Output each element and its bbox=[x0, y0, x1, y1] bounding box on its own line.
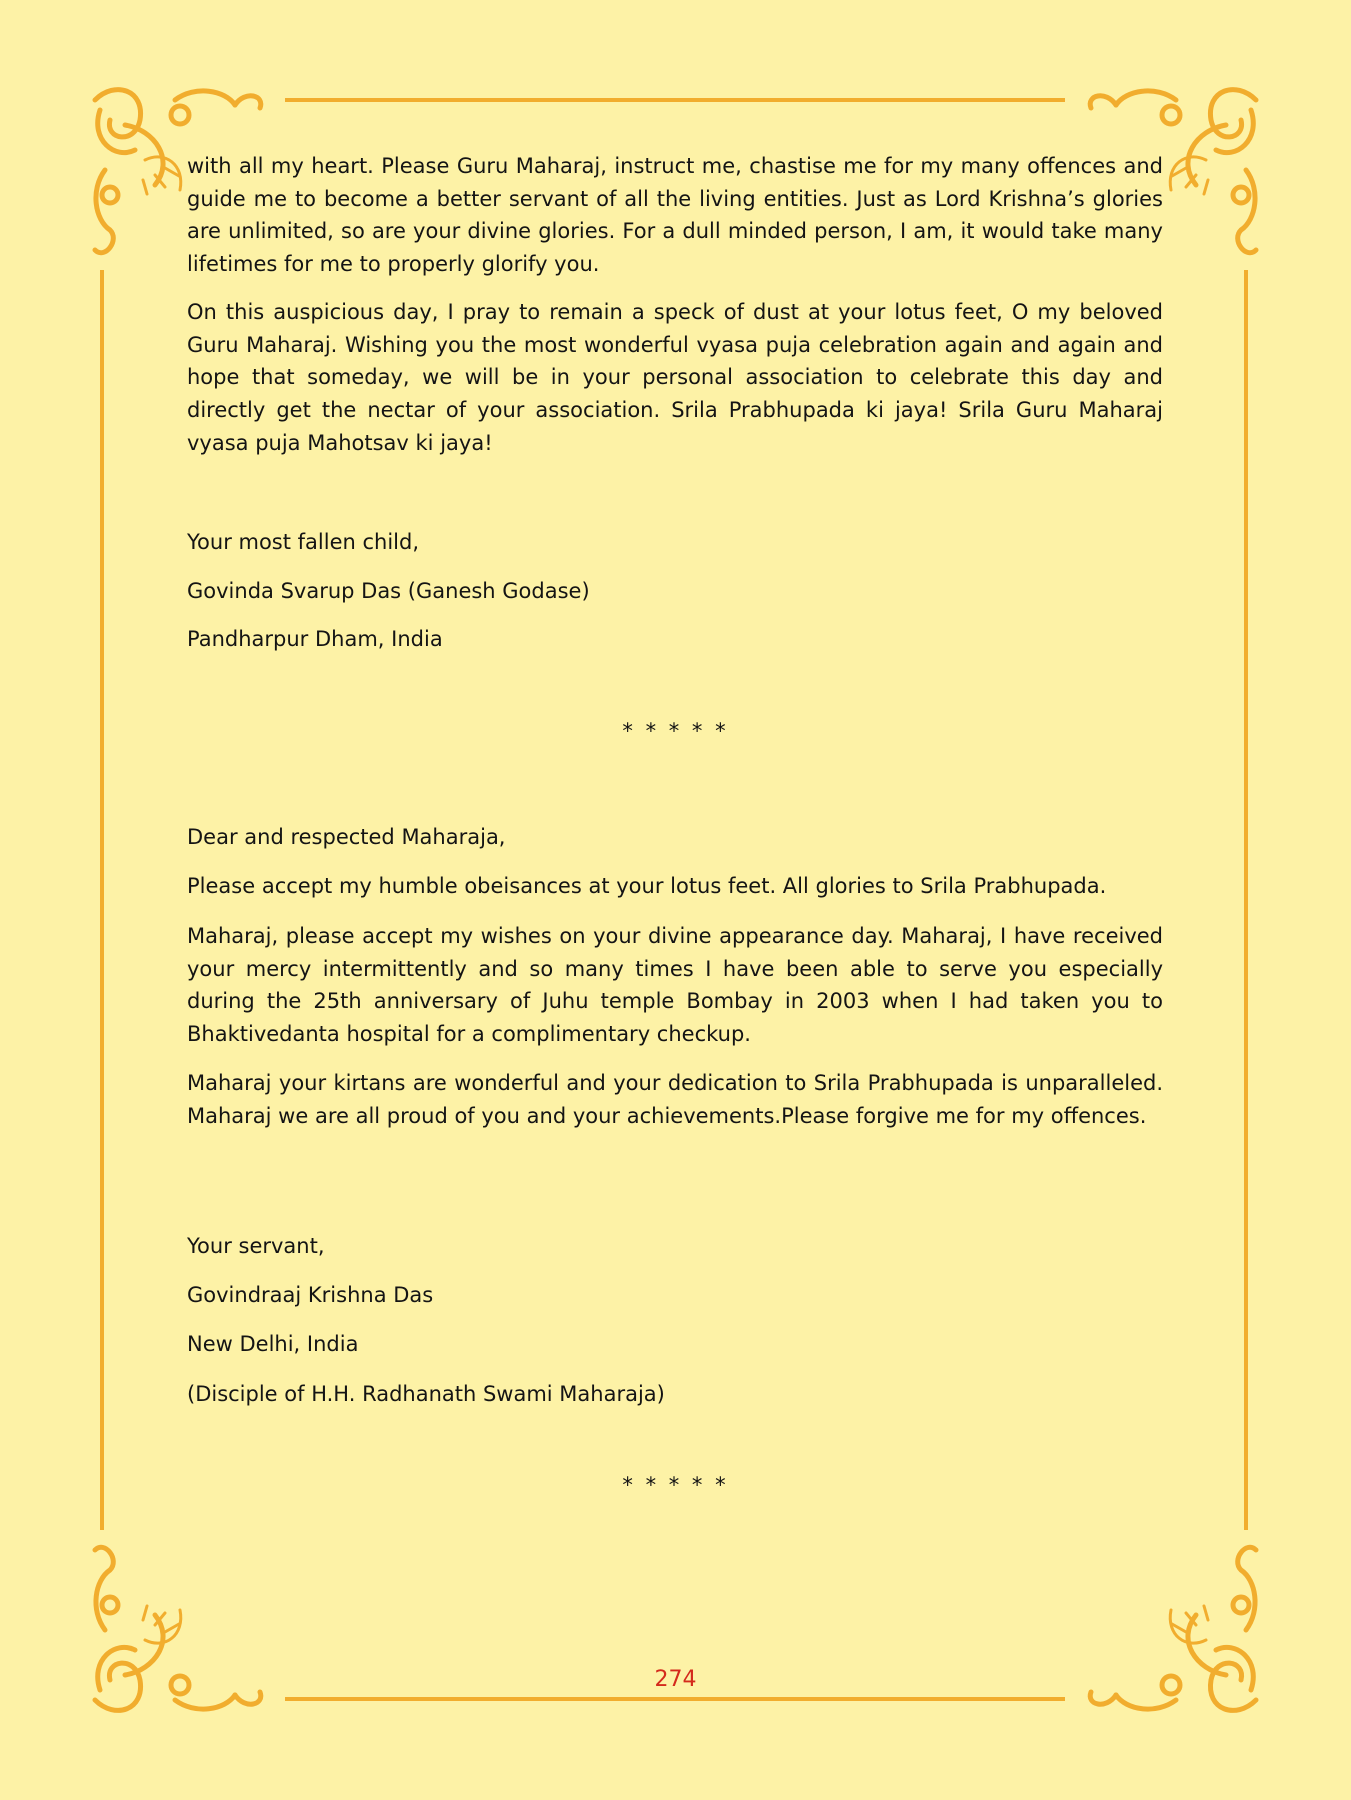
letter2-paragraph-3: Maharaj your kirtans are wonderful and your dedication to Srila Prabhupada is unparalleled. Maharaj we are all proud of you and your achievements.Please forgive me for my offences. bbox=[187, 1071, 1163, 1128]
letter1-place: Pandharpur Dham, India bbox=[187, 627, 443, 651]
letter2-salutation: Dear and respected Maharaja, bbox=[187, 825, 506, 849]
border-left bbox=[100, 270, 104, 1530]
letter2-signature-name: Govindraaj Krishna Das bbox=[187, 1283, 434, 1307]
letter2-place: New Delhi, India bbox=[187, 1332, 359, 1356]
page-number: 274 bbox=[654, 1667, 697, 1692]
separator: * * * * * bbox=[622, 1473, 729, 1497]
letter1-paragraph-1: with all my heart. Please Guru Maharaj, instruct me, chastise me for my many offences and guide me to become a better servant of all the living entities. Just as Lord Krishna’s glories are unlimited, so are your divine glories. For a dull minded person, I am, it would take many lifetimes for me to properly glorify you. bbox=[187, 154, 1163, 277]
separator: * * * * * bbox=[622, 719, 729, 743]
letter1-closing: Your most fallen child, bbox=[187, 530, 420, 554]
letter1-paragraph-2: On this auspicious day, I pray to remain a speck of dust at your lotus feet, O my beloved Guru Maharaj. Wishing you the most wonderful vyasa puja celebration again and again and hope that someday, we will be in your personal association to celebrate this day and directly get the nectar of your association. Srila Prabhupada ki jaya! Srila Guru Maharaj vyasa puja Mahotsav ki jaya! bbox=[187, 300, 1163, 455]
letter1-signature-name: Govinda Svarup Das (Ganesh Godase) bbox=[187, 579, 590, 603]
border-top bbox=[285, 98, 1065, 102]
border-bottom bbox=[285, 1697, 1065, 1701]
letter2-paragraph-1: Please accept my humble obeisances at your lotus feet. All glories to Srila Prabhupada. bbox=[187, 874, 1107, 898]
letter2-paragraph-2: Maharaj, please accept my wishes on your divine appearance day. Maharaj, I have received your mercy intermittently and so many times I have been able to serve you especially during the 25th anniversary of Juhu temple Bombay in 2003 when I had taken you to Bhaktivedanta hospital for a complimentary checkup. bbox=[187, 924, 1163, 1047]
border-right bbox=[1244, 270, 1248, 1530]
letter2-closing: Your servant, bbox=[187, 1234, 325, 1258]
letter2-note: (Disciple of H.H. Radhanath Swami Maharaja) bbox=[187, 1382, 665, 1406]
